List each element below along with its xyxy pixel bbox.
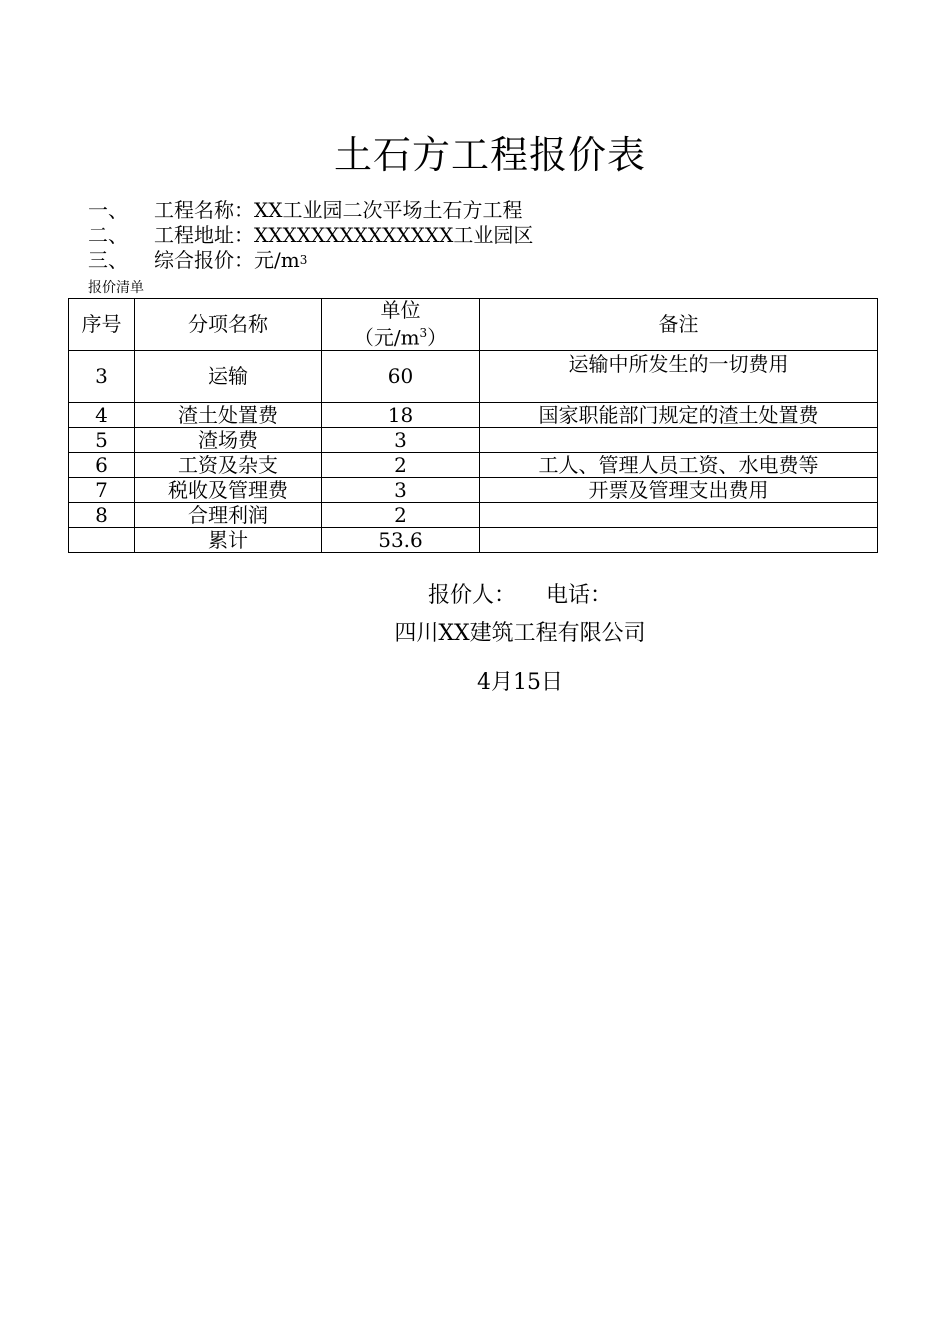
cell-price: 3 [322, 477, 480, 502]
table-header-row [69, 299, 878, 351]
cell-no: 3 [69, 350, 135, 402]
info-value: XX工业园二次平场土石方工程 [254, 198, 523, 222]
info-value: XXXXXXXXXXXXXX工业园区 [254, 223, 534, 247]
cell-no: 6 [69, 452, 135, 477]
cell-item: 工资及杂支 [135, 452, 322, 477]
header-unit-sup: 3 [419, 326, 428, 340]
cell-price: 18 [322, 402, 480, 427]
header-unit [322, 299, 480, 351]
cell-note [480, 502, 878, 527]
quote-date: 4月15日 [477, 670, 563, 695]
table-row [69, 477, 878, 502]
cell-no: 7 [69, 477, 135, 502]
cell-note [480, 427, 878, 452]
table-total-row [69, 527, 878, 552]
cell-item: 累计 [135, 527, 322, 552]
cell-price: 3 [322, 427, 480, 452]
quote-table [68, 298, 878, 553]
header-unit-line1: 单位 [380, 298, 421, 322]
cell-item: 合理利润 [135, 502, 322, 527]
project-info [88, 198, 533, 273]
cell-item: 运输 [135, 350, 322, 402]
cell-item: 渣场费 [135, 427, 322, 452]
cell-price: 2 [322, 452, 480, 477]
quote-list-label: 报价清单 [88, 280, 144, 296]
cell-no: 8 [69, 502, 135, 527]
header-note: 备注 [480, 299, 878, 351]
table-row [69, 350, 878, 402]
table-row [69, 427, 878, 452]
info-label: 综合报价： [154, 248, 254, 272]
info-label: 工程地址： [154, 223, 254, 247]
table-row [69, 502, 878, 527]
cell-no: 5 [69, 427, 135, 452]
header-item: 分项名称 [135, 299, 322, 351]
cell-price: 2 [322, 502, 480, 527]
header-unit-line2 [322, 322, 479, 350]
cell-no: 4 [69, 402, 135, 427]
info-project-address [88, 223, 533, 248]
cell-item: 税收及管理费 [135, 477, 322, 502]
cell-note: 开票及管理支出费用 [480, 477, 878, 502]
info-project-name [88, 198, 533, 223]
info-label: 工程名称： [154, 198, 254, 222]
phone-label: 电话： [546, 583, 613, 608]
info-number: 二、 [88, 223, 128, 247]
info-total-price [88, 248, 533, 273]
quoter-label: 报价人： [427, 583, 516, 608]
quoter-line [0, 578, 950, 609]
cell-price: 53.6 [322, 527, 480, 552]
header-unit-post: ） [427, 325, 448, 350]
header-no: 序号 [69, 299, 135, 351]
table-row [69, 452, 878, 477]
cell-price: 60 [322, 350, 480, 402]
header-unit-pre: （元/m [353, 325, 420, 350]
cell-no [69, 527, 135, 552]
info-number: 一、 [88, 198, 128, 222]
info-superscript: 3 [299, 253, 308, 267]
info-number: 三、 [88, 248, 128, 272]
cell-note: 运输中所发生的一切费用 [480, 350, 878, 402]
company-name: 四川XX建筑工程有限公司 [394, 621, 646, 646]
cell-note: 工人、管理人员工资、水电费等 [480, 452, 878, 477]
cell-note: 国家职能部门规定的渣土处置费 [480, 402, 878, 427]
cell-item: 渣土处置费 [135, 402, 322, 427]
cell-note [480, 527, 878, 552]
document-title: 土石方工程报价表 [333, 133, 646, 177]
table-row [69, 402, 878, 427]
info-value: 元/m [254, 248, 300, 272]
